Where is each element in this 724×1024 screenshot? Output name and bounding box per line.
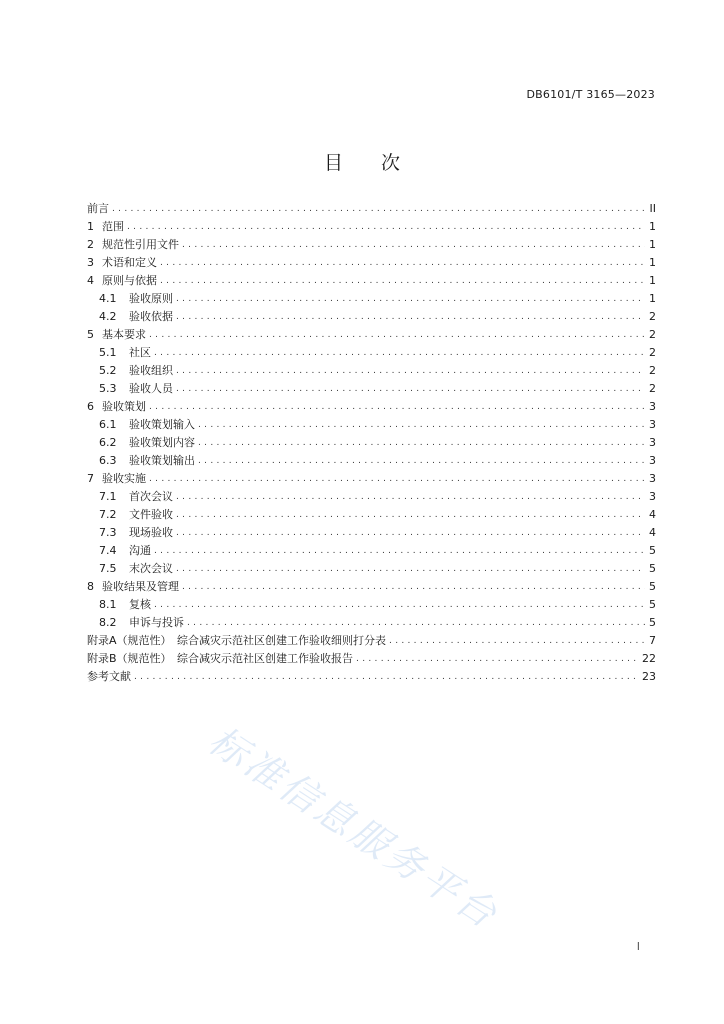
toc-entry-page: 1	[649, 256, 656, 269]
toc-entry[interactable]	[87, 326, 656, 344]
toc-leader-dots	[182, 236, 645, 254]
toc-leader-dots	[112, 200, 645, 218]
toc-entry-page: 22	[642, 652, 656, 665]
toc-entry-label: 验收策划内容	[129, 436, 195, 449]
toc-entry-number: 3	[87, 256, 94, 269]
toc-leader-dots	[149, 398, 645, 416]
toc-entry-page: 4	[649, 526, 656, 539]
toc-entry-label: 现场验收	[129, 526, 173, 539]
toc-entry-number: 7.3	[99, 526, 117, 539]
toc-entry-number: 8.1	[99, 598, 117, 611]
toc-entry-page: 5	[649, 562, 656, 575]
toc-entry[interactable]	[87, 344, 656, 362]
toc-leader-dots	[389, 632, 645, 650]
toc-entry[interactable]	[87, 560, 656, 578]
toc-entry-label: 验收结果及管理	[102, 580, 179, 593]
toc-entry-page: 3	[649, 454, 656, 467]
toc-entry[interactable]	[87, 650, 656, 668]
toc-entry-label: 规范性引用文件	[102, 238, 179, 251]
toc-entry-page: 1	[649, 220, 656, 233]
toc-entry-page: 2	[649, 346, 656, 359]
toc-entry[interactable]	[87, 236, 656, 254]
toc-entry-number: 7	[87, 472, 94, 485]
toc-entry-label: 验收策划输入	[129, 418, 195, 431]
toc-entry-page: 7	[649, 634, 656, 647]
toc-entry-page: 1	[649, 274, 656, 287]
toc-entry-number: 8	[87, 580, 94, 593]
toc-leader-dots	[149, 326, 645, 344]
toc-leader-dots	[176, 380, 645, 398]
toc-entry-page: 2	[649, 364, 656, 377]
toc-entry-label: 复核	[129, 598, 151, 611]
toc-entry-label: 前言	[87, 202, 109, 215]
toc-entry-number: 5.2	[99, 364, 117, 377]
toc-entry-label: 验收人员	[129, 382, 173, 395]
toc-entry-number: 4.1	[99, 292, 117, 305]
toc-entry-number: 6.3	[99, 454, 117, 467]
toc-entry-page: 3	[649, 436, 656, 449]
toc-entry-number: 7.1	[99, 490, 117, 503]
toc-entry-label: 原则与依据	[102, 274, 157, 287]
toc-entry[interactable]	[87, 398, 656, 416]
toc-entry[interactable]	[87, 416, 656, 434]
toc-leader-dots	[198, 452, 645, 470]
toc-title: 目 次	[323, 152, 400, 174]
toc-leader-dots	[127, 218, 645, 236]
standard-code: DB6101/T 3165—2023	[526, 88, 655, 101]
toc-entry-number: 6.1	[99, 418, 117, 431]
toc-entry[interactable]	[87, 452, 656, 470]
toc-entry-number: 5.1	[99, 346, 117, 359]
toc-entry[interactable]	[87, 200, 656, 218]
toc-entry-label: 申诉与投诉	[129, 616, 184, 629]
toc-entry-number: 8.2	[99, 616, 117, 629]
toc-entry-page: 3	[649, 472, 656, 485]
toc-entry[interactable]	[87, 506, 656, 524]
toc-leader-dots	[176, 362, 645, 380]
table-of-contents	[87, 200, 656, 686]
toc-entry-label: 验收实施	[102, 472, 146, 485]
toc-leader-dots	[187, 614, 645, 632]
toc-entry-page: 2	[649, 328, 656, 341]
toc-leader-dots	[198, 416, 645, 434]
toc-entry-page: 23	[642, 670, 656, 683]
toc-entry-number: 7.2	[99, 508, 117, 521]
toc-entry-label: 术语和定义	[102, 256, 157, 269]
toc-leader-dots	[160, 254, 645, 272]
toc-entry-label: 附录A（规范性） 综合减灾示范社区创建工作验收细则打分表	[87, 634, 387, 647]
toc-leader-dots	[182, 578, 645, 596]
toc-entry-label: 验收策划	[102, 400, 146, 413]
toc-leader-dots	[154, 596, 645, 614]
toc-entry-page: II	[649, 202, 656, 215]
toc-entry[interactable]	[87, 362, 656, 380]
toc-entry-page: 3	[649, 418, 656, 431]
toc-entry-label: 社区	[129, 346, 151, 359]
toc-entry-number: 6	[87, 400, 94, 413]
toc-leader-dots	[154, 542, 645, 560]
toc-leader-dots	[176, 308, 645, 326]
toc-leader-dots	[176, 488, 645, 506]
toc-entry[interactable]	[87, 290, 656, 308]
toc-entry[interactable]	[87, 632, 656, 650]
toc-entry[interactable]	[87, 596, 656, 614]
toc-entry[interactable]	[87, 614, 656, 632]
toc-entry[interactable]	[87, 434, 656, 452]
toc-entry[interactable]	[87, 254, 656, 272]
toc-leader-dots	[134, 668, 639, 686]
toc-entry[interactable]	[87, 542, 656, 560]
toc-entry-label: 验收策划输出	[129, 454, 195, 467]
toc-entry-number: 4	[87, 274, 94, 287]
toc-entry-page: 5	[649, 598, 656, 611]
toc-entry-label: 首次会议	[129, 490, 173, 503]
toc-entry-page: 5	[649, 580, 656, 593]
toc-entry-number: 2	[87, 238, 94, 251]
toc-leader-dots	[176, 560, 645, 578]
toc-entry[interactable]	[87, 380, 656, 398]
toc-entry-number: 5	[87, 328, 94, 341]
toc-entry-page: 2	[649, 382, 656, 395]
toc-entry[interactable]	[87, 524, 656, 542]
toc-entry-label: 验收依据	[129, 310, 173, 323]
toc-entry-page: 5	[649, 616, 656, 629]
toc-leader-dots	[176, 506, 645, 524]
toc-entry[interactable]	[87, 668, 656, 686]
toc-leader-dots	[176, 524, 645, 542]
toc-entry-page: 4	[649, 508, 656, 521]
toc-leader-dots	[154, 344, 645, 362]
toc-entry[interactable]	[87, 470, 656, 488]
toc-entry-page: 2	[649, 310, 656, 323]
toc-entry-page: 1	[649, 292, 656, 305]
toc-entry[interactable]	[87, 272, 656, 290]
toc-entry-number: 7.4	[99, 544, 117, 557]
watermark: 标准信息服务平台	[201, 717, 507, 938]
toc-entry-label: 附录B（规范性） 综合减灾示范社区创建工作验收报告	[87, 652, 354, 665]
toc-entry-label: 沟通	[129, 544, 151, 557]
toc-entry-label: 参考文献	[87, 670, 131, 683]
toc-entry-number: 4.2	[99, 310, 117, 323]
toc-entry-number: 7.5	[99, 562, 117, 575]
toc-entry-number: 1	[87, 220, 94, 233]
toc-leader-dots	[160, 272, 645, 290]
toc-entry-label: 验收原则	[129, 292, 173, 305]
toc-entry-page: 1	[649, 238, 656, 251]
toc-entry[interactable]	[87, 488, 656, 506]
toc-leader-dots	[149, 470, 645, 488]
page-number: I	[636, 940, 640, 953]
toc-entry[interactable]	[87, 308, 656, 326]
toc-entry[interactable]	[87, 578, 656, 596]
toc-entry-page: 3	[649, 490, 656, 503]
toc-entry[interactable]	[87, 218, 656, 236]
toc-leader-dots	[356, 650, 639, 668]
toc-entry-page: 5	[649, 544, 656, 557]
toc-entry-label: 范围	[102, 220, 124, 233]
toc-entry-label: 基本要求	[102, 328, 146, 341]
toc-entry-label: 末次会议	[129, 562, 173, 575]
toc-entry-label: 验收组织	[129, 364, 173, 377]
toc-entry-label: 文件验收	[129, 508, 173, 521]
toc-leader-dots	[176, 290, 645, 308]
toc-entry-page: 3	[649, 400, 656, 413]
toc-entry-number: 6.2	[99, 436, 117, 449]
toc-leader-dots	[198, 434, 645, 452]
toc-entry-number: 5.3	[99, 382, 117, 395]
